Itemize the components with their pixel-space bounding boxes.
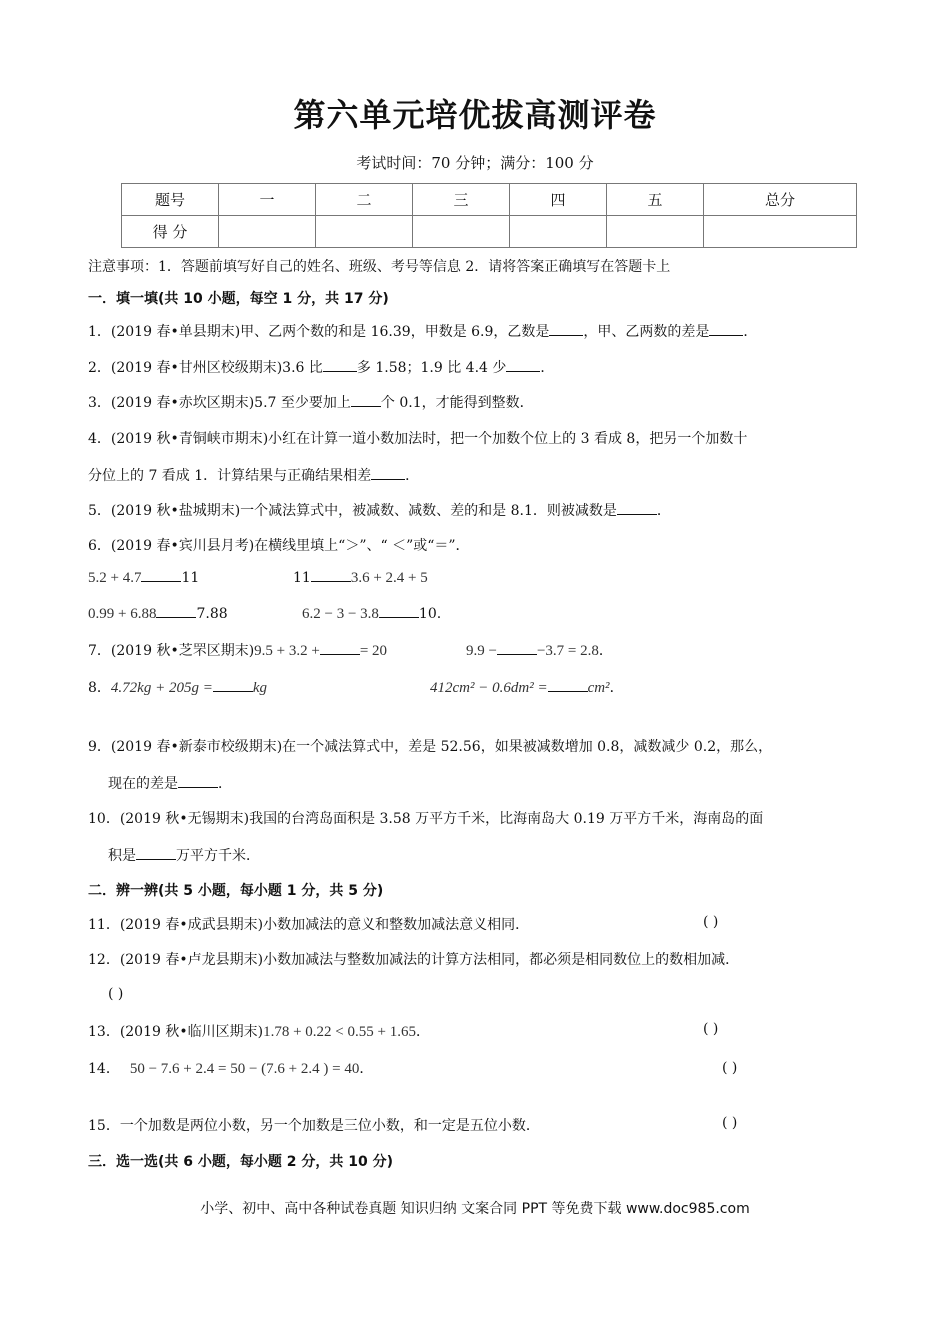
answer-blank[interactable]: [311, 567, 351, 582]
math-expression: 4.72kg + 205g =: [110, 680, 213, 696]
question-text: ．: [540, 360, 555, 376]
answer-parentheses[interactable]: ( ): [722, 1115, 738, 1131]
answer-parentheses[interactable]: ( ): [108, 986, 124, 1002]
question-text: 分位上的 7 看成 1．计算结果与正确结果相差: [88, 468, 372, 484]
question-6-expr-2: [293, 567, 428, 587]
question-text: ．: [415, 1024, 430, 1040]
score-header-cell: 四: [510, 184, 607, 216]
question-9-line1: 9．(2019 春•新泰市校级期末)在一个减法算式中，差是 52.56，如果被减数增加 0.8，减数减少 0.2，那么，: [88, 739, 773, 755]
score-cell[interactable]: [607, 216, 704, 248]
score-header-cell: 二: [316, 184, 413, 216]
question-2: [88, 357, 554, 377]
question-text: 1．(2019 春•单县期末)甲、乙两个数的和是 16.39，甲数是 6.9，乙数是: [88, 324, 550, 340]
math-expression: 1.78 + 0.22 < 0.55 + 1.65: [263, 1024, 416, 1040]
answer-blank[interactable]: [549, 321, 583, 336]
score-header-cell: 三: [413, 184, 510, 216]
answer-blank[interactable]: [141, 567, 181, 582]
question-text: ．: [598, 643, 613, 659]
answer-blank[interactable]: [617, 500, 657, 515]
question-text: 积是: [108, 848, 136, 864]
question-7-expr-2: [466, 640, 613, 660]
question-text: 万平方千米．: [176, 848, 260, 864]
question-4-line1: 4．(2019 秋•青铜峡市期末)小红在计算一道小数加法时，把一个加数个位上的 3 看成 8，把另一个加数十: [88, 431, 748, 447]
question-10-line2: [108, 845, 260, 865]
answer-blank[interactable]: [371, 465, 405, 480]
question-text: 3．(2019 春•赤坎区期末)5.7 至少要加上: [88, 395, 351, 411]
question-12: 12．(2019 春•卢龙县期末)小数加减法与整数加减法的计算方法相同，都必须是相同数位上的数相加减．: [88, 952, 740, 968]
score-cell[interactable]: [316, 216, 413, 248]
math-expression: 9.5 + 3.2 +: [254, 643, 320, 659]
question-1: [88, 321, 757, 341]
question-text: ．: [609, 680, 624, 696]
math-expression: 412cm² − 0.6dm² =: [430, 680, 548, 696]
question-7: [88, 640, 387, 660]
question-text: 8．: [88, 680, 111, 696]
question-text: ．: [218, 776, 232, 792]
expression-rhs: 11: [181, 570, 200, 586]
math-expression: 50 − 7.6 + 2.4 = 50 − (7.6 + 2.4 ) = 40: [129, 1061, 360, 1077]
question-10-line1: 10．(2019 秋•无锡期末)我国的台湾岛面积是 3.58 万平方千米，比海南岛大 0.19 万平方千米，海南岛的面: [88, 811, 764, 827]
answer-blank[interactable]: [506, 357, 540, 372]
math-expression: 6.2 − 3 − 3.8: [302, 606, 379, 622]
score-row-label: 得 分: [122, 216, 219, 248]
answer-blank[interactable]: [156, 603, 196, 618]
section-heading-fill: 一．填一填(共 10 小题，每空 1 分，共 17 分): [88, 291, 389, 307]
answer-blank[interactable]: [320, 640, 360, 655]
question-6: 6．(2019 春•宾川县月考)在横线里填上“＞”、“ ＜”或“＝”．: [88, 538, 470, 554]
answer-blank[interactable]: [178, 773, 218, 788]
math-expression: 3.6 + 2.4 + 5: [350, 570, 428, 586]
answer-parentheses[interactable]: ( ): [703, 914, 719, 930]
question-14: [88, 1058, 373, 1078]
math-expression: 9.9 −: [466, 643, 497, 659]
question-text: 现在的差是: [108, 776, 178, 792]
question-text: ．: [656, 503, 671, 519]
question-text: 多 1.58；1.9 比 4.4 少: [356, 360, 507, 376]
score-cell[interactable]: [413, 216, 510, 248]
score-table-header-row: [122, 184, 857, 216]
unit-label: kg: [252, 680, 267, 696]
score-table: [121, 183, 857, 248]
question-15: 15．一个加数是两位小数，另一个加数是三位小数，和一定是五位小数．: [88, 1118, 540, 1134]
score-header-cell: 五: [607, 184, 704, 216]
question-text: 个 0.1，才能得到整数．: [380, 395, 534, 411]
page-title: 第六单元培优拔高测评卷: [293, 96, 657, 134]
math-expression: 0.99 + 6.88: [88, 606, 157, 622]
question-text: ．: [405, 468, 420, 484]
exam-info: 考试时间：70 分钟；满分：100 分: [356, 154, 594, 172]
footer-text: 小学、初中、高中各种试卷真题 知识归纳 文案合同 PPT 等免费下载 www.doc985.com: [200, 1201, 750, 1217]
unit-label: cm²: [587, 680, 610, 696]
answer-blank[interactable]: [351, 392, 381, 407]
instructions: 注意事项：1．答题前填写好自己的姓名、班级、考号等信息 2．请将答案正确填写在答题卡上: [88, 259, 671, 275]
question-6-expr-1: [88, 567, 199, 587]
section-heading-choice: 三．选一选(共 6 小题，每小题 2 分，共 10 分): [88, 1154, 394, 1170]
question-text: ．: [743, 324, 758, 340]
answer-parentheses[interactable]: ( ): [722, 1060, 738, 1076]
question-text: 7．(2019 秋•芝罘区期末): [88, 643, 255, 659]
question-4-line2: [88, 465, 419, 485]
score-header-cell: 一: [219, 184, 316, 216]
question-9-line2: [108, 773, 232, 793]
question-text: 14．: [88, 1061, 120, 1077]
question-text: ．: [359, 1061, 374, 1077]
question-text: ，甲、乙两数的差是: [583, 324, 710, 340]
score-table-score-row: [122, 216, 857, 248]
answer-blank[interactable]: [379, 603, 419, 618]
expression-rhs: 10.: [418, 606, 442, 622]
math-expression: −3.7 = 2.8: [536, 643, 599, 659]
answer-blank[interactable]: [709, 321, 743, 336]
question-6-expr-3: [88, 603, 228, 623]
math-expression: 5.2 + 4.7: [88, 570, 142, 586]
question-13: [88, 1021, 430, 1041]
score-header-cell: 总分: [704, 184, 857, 216]
question-5: [88, 500, 671, 520]
question-8: [88, 677, 267, 697]
question-3: [88, 392, 534, 412]
expression-lhs: 11: [293, 570, 311, 586]
score-header-cell: 题号: [122, 184, 219, 216]
score-cell[interactable]: [704, 216, 857, 248]
answer-blank[interactable]: [136, 845, 176, 860]
answer-parentheses[interactable]: ( ): [703, 1021, 719, 1037]
question-text: 2．(2019 春•甘州区校级期末)3.6 比: [88, 360, 323, 376]
score-cell[interactable]: [510, 216, 607, 248]
expression-rhs: 7.88: [196, 606, 228, 622]
answer-blank[interactable]: [497, 640, 537, 655]
section-heading-judge: 二．辨一辨(共 5 小题，每小题 1 分，共 5 分): [88, 883, 384, 899]
question-11: 11．(2019 春•成武县期末)小数加减法的意义和整数加减法意义相同．: [88, 917, 530, 933]
answer-blank[interactable]: [213, 677, 253, 692]
question-6-expr-4: [302, 603, 441, 623]
answer-blank[interactable]: [548, 677, 588, 692]
score-cell[interactable]: [219, 216, 316, 248]
math-expression: = 20: [359, 643, 388, 659]
question-text: 13．(2019 秋•临川区期末): [88, 1024, 264, 1040]
question-text: 5．(2019 秋•盐城期末)一个减法算式中，被减数、减数、差的和是 8.1．则被减数是: [88, 503, 617, 519]
question-8-expr-2: [430, 677, 624, 697]
answer-blank[interactable]: [323, 357, 357, 372]
